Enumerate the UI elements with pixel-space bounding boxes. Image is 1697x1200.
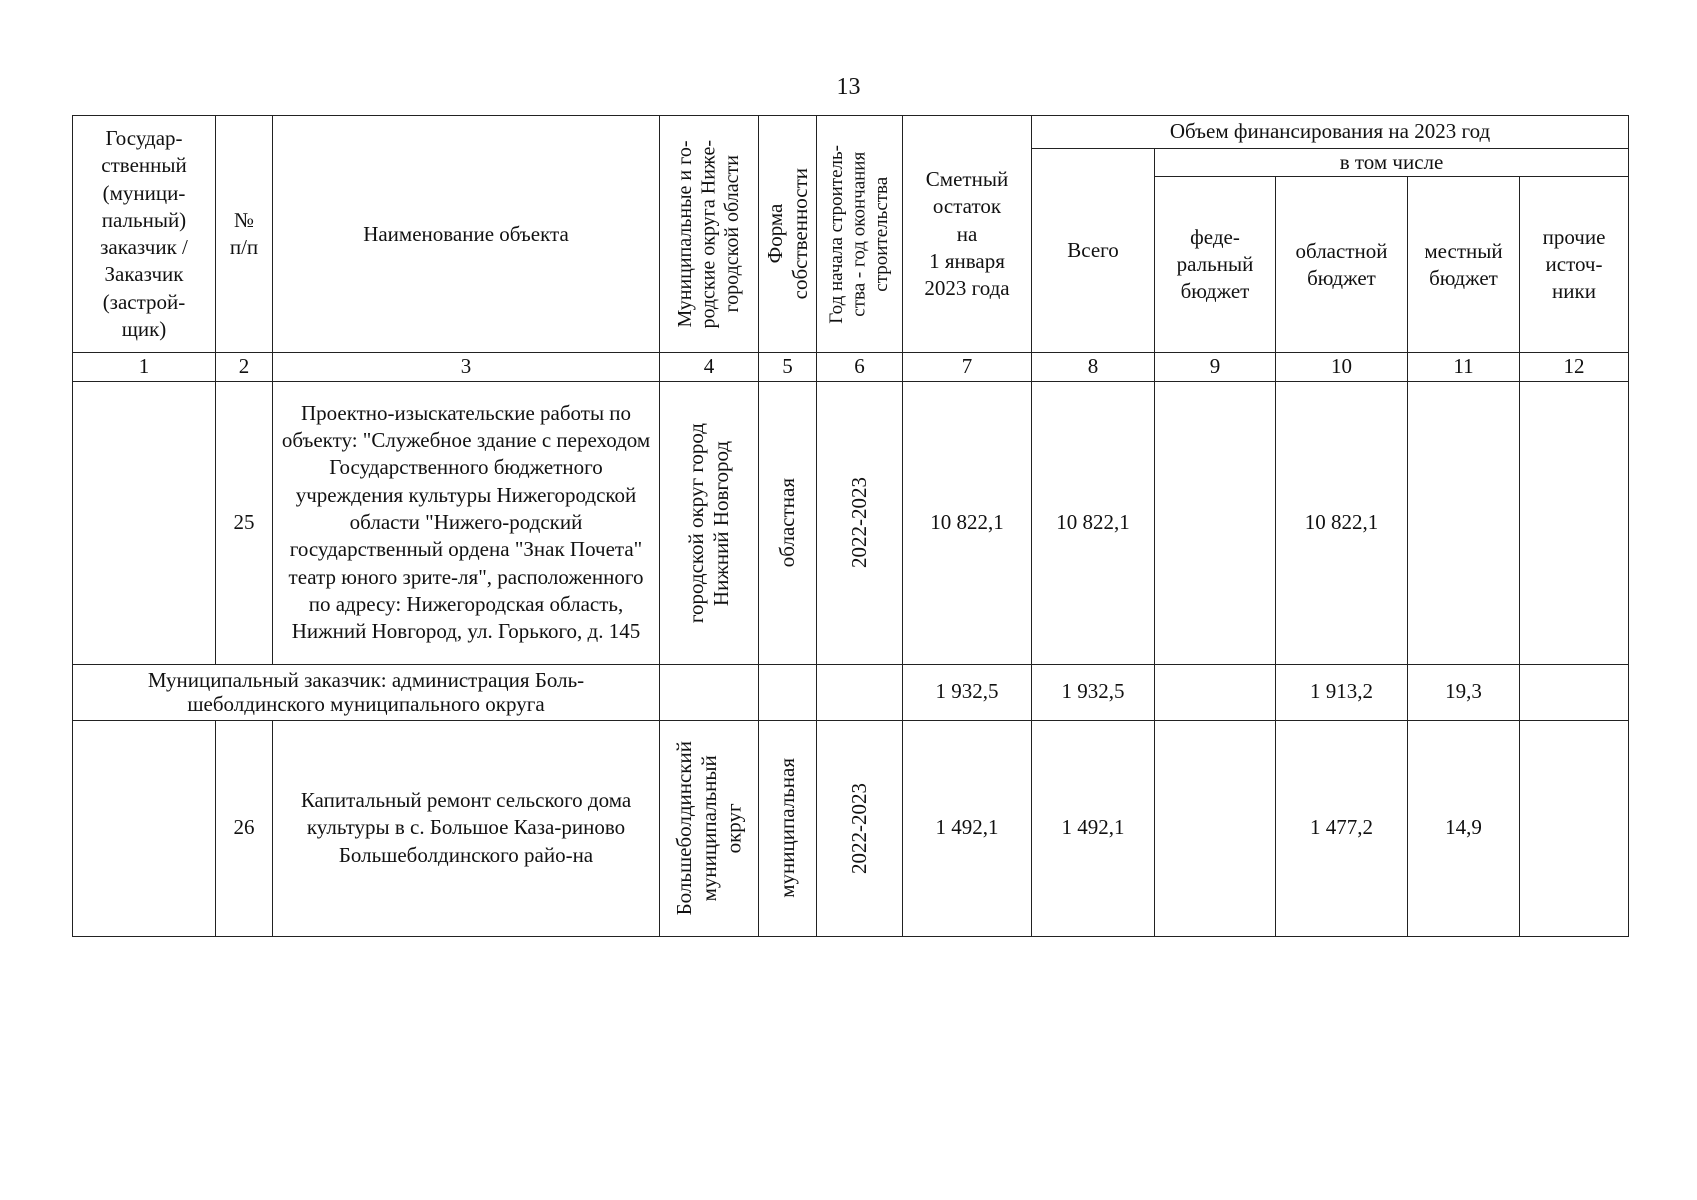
total-cell: 1 492,1 (1032, 720, 1155, 936)
header-estimate: Сметный остаток на 1 января 2023 года (903, 116, 1032, 353)
local-cell: 19,3 (1408, 664, 1520, 720)
header-name: Наименование объекта (273, 116, 660, 353)
estimate-cell: 1 932,5 (903, 664, 1032, 720)
column-number: 9 (1155, 353, 1276, 381)
municipal-customer-row (73, 664, 1629, 720)
column-number: 10 (1276, 353, 1408, 381)
municipality-cell: Большеболдинский муниципальный округ (660, 720, 759, 936)
ownership-cell: муниципальная (759, 720, 817, 936)
table-row (73, 720, 1629, 936)
municipality-cell: городской округ город Нижний Новгород (660, 381, 759, 664)
object-name: Капитальный ремонт сельского дома культуры в с. Большое Каза-риново Большеболдинского райо-на (273, 720, 660, 936)
column-number: 3 (273, 353, 660, 381)
header-total: Всего (1032, 149, 1155, 353)
local-cell (1408, 381, 1520, 664)
municipal-customer-label: Муниципальный заказчик: администрация Боль- шеболдинского муниципального округа (73, 664, 660, 720)
years-cell: 2022-2023 (817, 720, 903, 936)
estimate-cell: 1 492,1 (903, 720, 1032, 936)
column-number: 8 (1032, 353, 1155, 381)
federal-cell (1155, 381, 1276, 664)
years-cell: 2022-2023 (817, 381, 903, 664)
header-other: прочие источ- ники (1520, 177, 1629, 353)
header-customer: Государ- ственный (муници- пальный) заказчик / Заказчик (застрой- щик) (73, 116, 216, 353)
regional-cell: 1 913,2 (1276, 664, 1408, 720)
other-cell (1520, 720, 1629, 936)
column-number: 1 (73, 353, 216, 381)
column-number-row (73, 353, 1629, 381)
financing-table (72, 115, 1629, 937)
header-ownership: Форма собственности (759, 116, 817, 353)
column-number: 4 (660, 353, 759, 381)
row-number: 26 (216, 720, 273, 936)
header-including: в том числе (1155, 149, 1629, 177)
header-years: Год начала строитель- ства - год окончания строительства (817, 116, 903, 353)
ownership-cell: областная (759, 381, 817, 664)
local-cell: 14,9 (1408, 720, 1520, 936)
header-federal: феде- ральный бюджет (1155, 177, 1276, 353)
header-regional: областной бюджет (1276, 177, 1408, 353)
column-number: 5 (759, 353, 817, 381)
other-cell (1520, 664, 1629, 720)
customer-cell (73, 720, 216, 936)
estimate-cell: 10 822,1 (903, 381, 1032, 664)
page-number: 13 (836, 74, 861, 100)
other-cell (1520, 381, 1629, 664)
ownership-cell (759, 664, 817, 720)
municipality-cell (660, 664, 759, 720)
header-financing: Объем финансирования на 2023 год (1032, 116, 1629, 149)
years-cell (817, 664, 903, 720)
object-name: Проектно-изыскательские работы по объекту: "Служебное здание с переходом Государственного бюджетного учреждения культуры Нижегородской области "Нижего-родский государственный ордена "Знак Почета" театр юного зрите-ля", расположенного по адресу: Нижегородская область, Нижний Новгород, ул. Горького, д. 145 (273, 381, 660, 664)
total-cell: 10 822,1 (1032, 381, 1155, 664)
regional-cell: 1 477,2 (1276, 720, 1408, 936)
column-number: 12 (1520, 353, 1629, 381)
header-municipality: Муниципальные и го- родские округа Ниже- городской области (660, 116, 759, 353)
table-row (73, 381, 1629, 664)
column-number: 7 (903, 353, 1032, 381)
row-number: 25 (216, 381, 273, 664)
federal-cell (1155, 664, 1276, 720)
regional-cell: 10 822,1 (1276, 381, 1408, 664)
total-cell: 1 932,5 (1032, 664, 1155, 720)
federal-cell (1155, 720, 1276, 936)
column-number: 11 (1408, 353, 1520, 381)
customer-cell (73, 381, 216, 664)
header-local: местный бюджет (1408, 177, 1520, 353)
column-number: 2 (216, 353, 273, 381)
header-num: № п/п (216, 116, 273, 353)
column-number: 6 (817, 353, 903, 381)
